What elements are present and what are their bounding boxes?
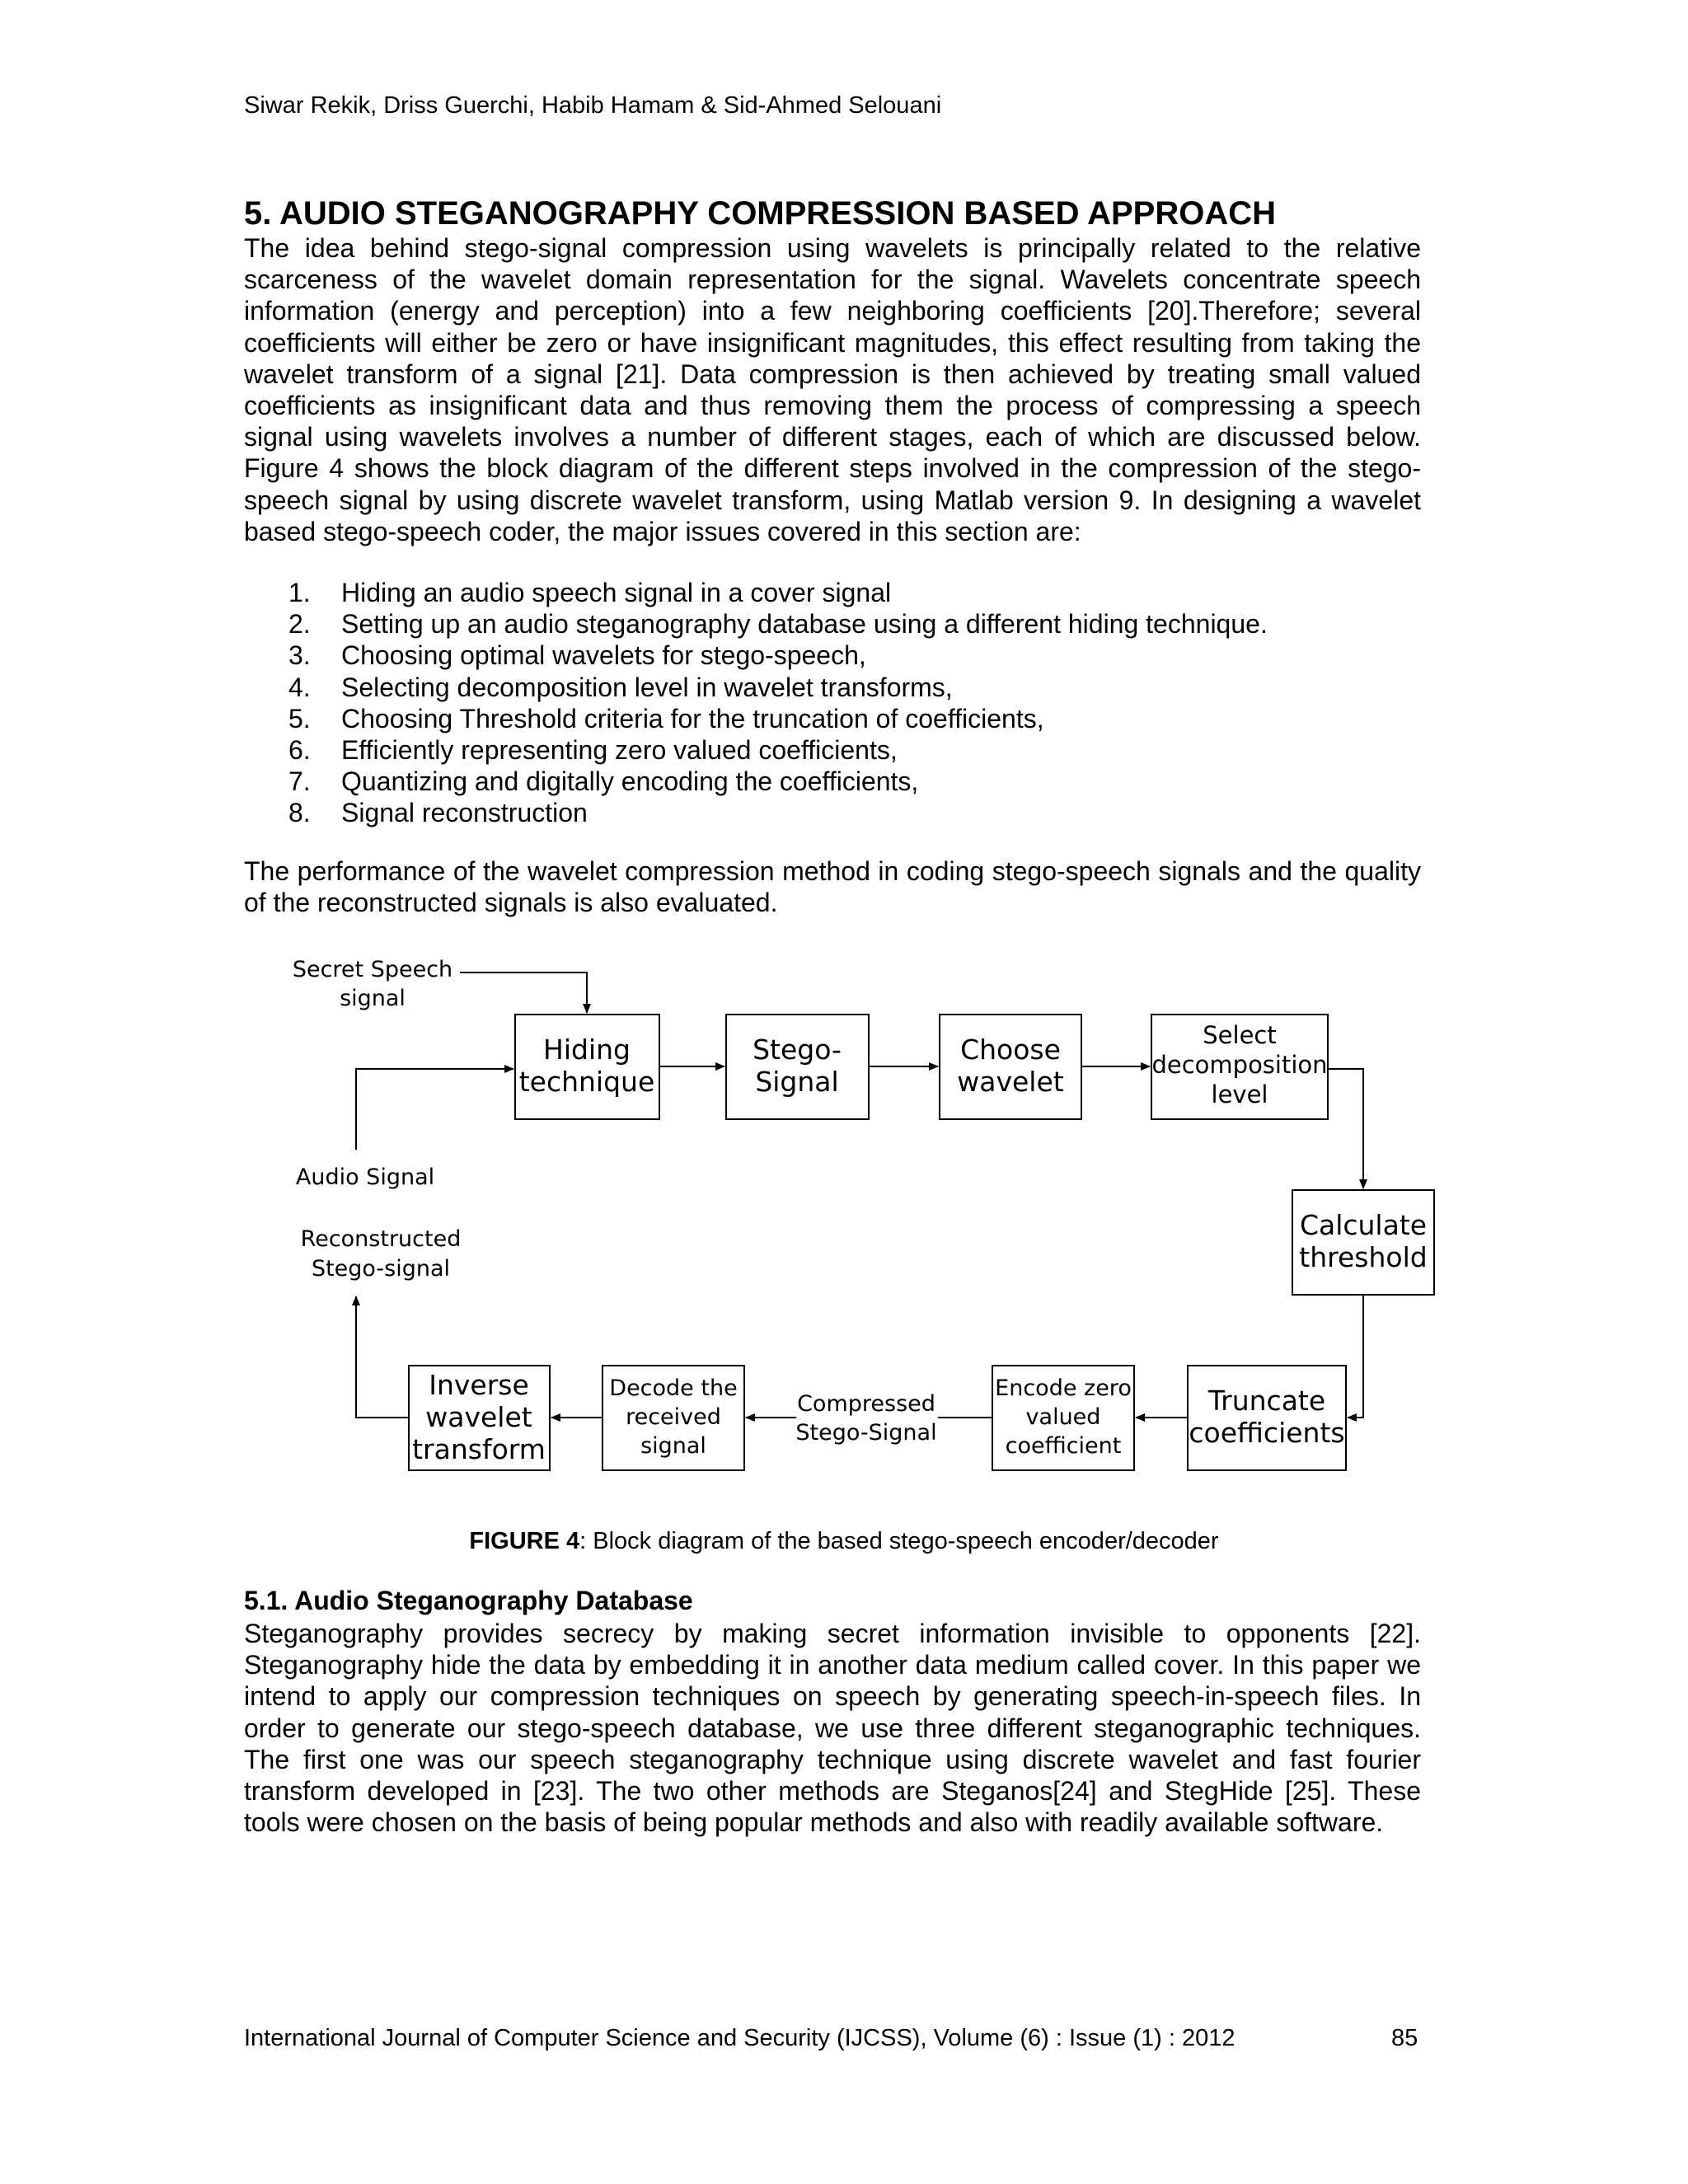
compressed-stego-label: Stego-Signal [795, 1420, 937, 1446]
decode-received-label: Decode the [609, 1376, 738, 1401]
select-decomposition-label: decomposition [1151, 1051, 1328, 1079]
stego-signal-label: Signal [755, 1066, 839, 1098]
hiding-technique-label: technique [518, 1066, 655, 1098]
truncate-coefficients-label: Truncate [1207, 1385, 1326, 1417]
decode-received-label: received [626, 1404, 721, 1430]
running-head: Siwar Rekik, Driss Guerchi, Habib Hamam & Sid-Ahmed Selouani [244, 92, 942, 119]
select-decomposition-label: Select [1203, 1021, 1277, 1049]
list-item: 2. Setting up an audio steganography database using a different hiding technique. [288, 609, 1268, 640]
secret-speech-label: Secret Speech [292, 957, 453, 982]
truncate-coefficients-label: coefficients [1189, 1417, 1345, 1449]
compressed-stego-label: Compressed [797, 1391, 935, 1417]
section-title: 5. AUDIO STEGANOGRAPHY COMPRESSION BASED APPROACH [244, 195, 1277, 232]
journal-footer: International Journal of Computer Science and Security (IJCSS), Volume (6) : Issue (1) : 2012 [244, 2025, 1236, 2051]
list-item: 4. Selecting decomposition level in wavelet transforms, [288, 672, 953, 702]
audio-to-hiding-arrow [356, 1069, 513, 1150]
list-item: 1. Hiding an audio speech signal in a cover signal [288, 578, 892, 607]
calculate-to-truncate-arrow [1348, 1295, 1363, 1418]
select-to-calculate-arrow [1328, 1069, 1363, 1188]
secret-speech-label: signal [340, 986, 406, 1011]
inverse-to-reconstructed-arrow [356, 1296, 409, 1418]
figure-caption-text: : Block diagram of the based stego-speech encoder/decoder [579, 1528, 1219, 1554]
inverse-wavelet-label: Inverse [429, 1369, 529, 1401]
encode-zero-label: Encode zero [995, 1376, 1132, 1401]
list-item: 7. Quantizing and digitally encoding the coefficients, [288, 766, 919, 797]
audio-signal-label: Audio Signal [295, 1165, 435, 1190]
calculate-threshold-label: Calculate [1299, 1209, 1428, 1241]
choose-wavelet-label: Choose [960, 1033, 1061, 1066]
list-item: 6. Efficiently representing zero valued coefficients, [288, 735, 898, 766]
stego-signal-label: Stego- [753, 1033, 842, 1066]
evaluation-paragraph: The performance of the wavelet compression method in coding stego-speech signals and the quality of the reconstructed signals is also evaluated. [244, 856, 1421, 918]
choose-wavelet-label: wavelet [957, 1066, 1064, 1098]
hiding-technique-label: Hiding [543, 1033, 631, 1066]
encode-zero-label: coefficient [1005, 1433, 1122, 1459]
reconstructed-label: Reconstructed [300, 1226, 462, 1252]
reconstructed-label: Stego-signal [311, 1256, 451, 1282]
select-decomposition-label: level [1211, 1080, 1268, 1108]
subsection-title: 5.1. Audio Steganography Database [244, 1586, 693, 1615]
secret-to-hiding-arrow [460, 972, 587, 1013]
encode-zero-label: valued [1025, 1404, 1101, 1430]
page-number: 85 [1391, 2025, 1418, 2051]
figure-caption-label: FIGURE 4 [469, 1528, 580, 1554]
list-item: 3. Choosing optimal wavelets for stego-speech, [288, 640, 866, 671]
database-paragraph: Steganography provides secrecy by making secret information invisible to opponents [22]. Steganography hide the data by embedding it in another data medium called cover. In this paper we intend to apply our compression techniques on speech by generating speech-in-speech files. In order to generate our stego-speech database, we use three different steganographic techniques. The first one was our speech steganography technique using discrete wavelet and fast fourier transform developed in [23]. The two other methods are Steganos[24] and StegHide [25]. These tools were chosen on the basis of being popular methods and also with readily available software. [244, 1619, 1421, 1838]
figure-caption [0, 1528, 1688, 1555]
list-item: 5. Choosing Threshold criteria for the truncation of coefficients, [288, 703, 1044, 733]
list-item: 8. Signal reconstruction [288, 798, 588, 828]
inverse-wavelet-label: wavelet [425, 1401, 532, 1433]
inverse-wavelet-label: transform [412, 1433, 546, 1465]
calculate-threshold-label: threshold [1299, 1241, 1428, 1273]
decode-received-label: signal [640, 1433, 706, 1459]
intro-paragraph: The idea behind stego-signal compression using wavelets is principally related to the relative scarceness of the wavelet domain representation for the signal. Wavelets concentrate speech information (energy and perception) into a few neighboring coefficients [20].Therefore; several coefficients will either be zero or have insignificant magnitudes, this effect resulting from taking the wavelet transform of a signal [21]. Data compression is then achieved by treating small valued coefficients as insignificant data and thus removing them the process of compressing a speech signal using wavelets involves a number of different stages, each of which are discussed below. Figure 4 shows the block diagram of the different steps involved in the compression of the stego-speech signal by using discrete wavelet transform, using Matlab version 9. In designing a wavelet based stego-speech coder, the major issues covered in this section are: [244, 233, 1421, 546]
